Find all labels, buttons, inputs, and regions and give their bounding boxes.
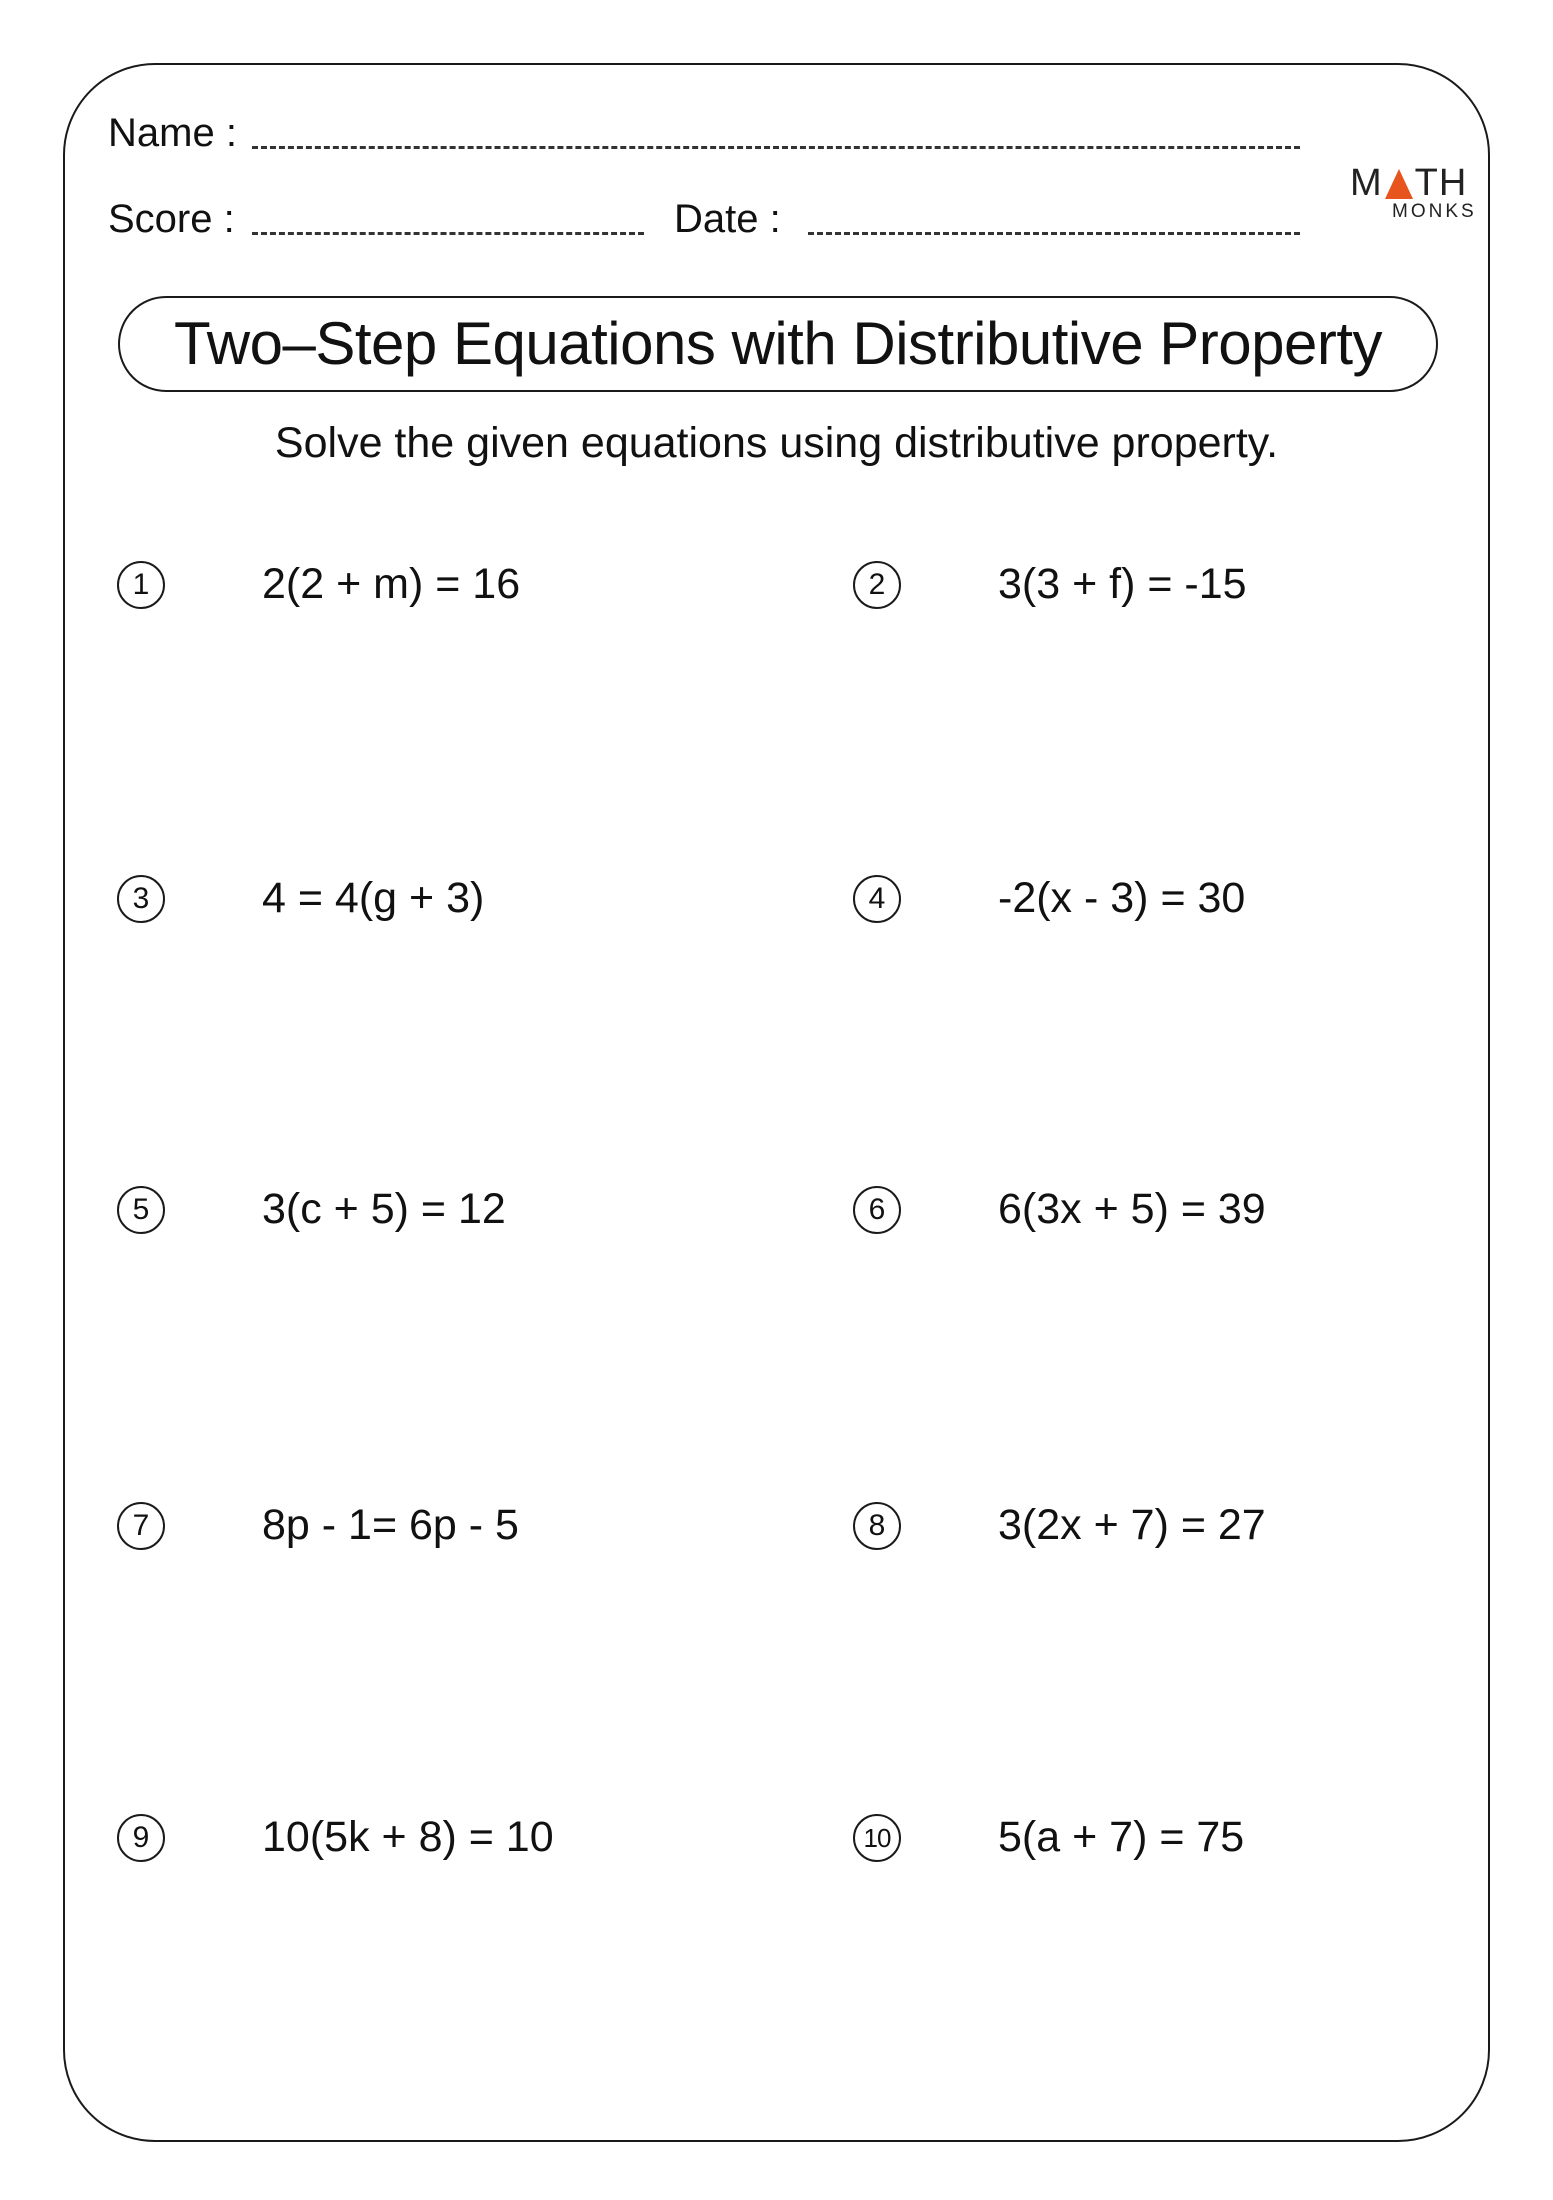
logo-subtitle: MONKS [1392,201,1477,222]
problem-equation: 10(5k + 8) = 10 [262,1813,554,1861]
logo-word-right: TH [1414,162,1468,204]
problem-equation: 3(3 + f) = -15 [998,560,1247,608]
date-label: Date : [674,197,781,241]
page-title: Two–Step Equations with Distributive Property [173,310,1383,377]
title-box [118,296,1438,392]
problem-equation: 5(a + 7) = 75 [998,1813,1245,1861]
triangle-icon [1385,169,1413,199]
problem-equation: 3(2x + 7) = 27 [998,1501,1266,1549]
problem-number: 10 [853,1814,901,1862]
problem-equation: -2(x - 3) = 30 [998,874,1246,922]
math-monks-logo [1350,163,1480,225]
problem-equation: 6(3x + 5) = 39 [998,1185,1266,1233]
score-label: Score : [108,197,235,241]
problem-number: 2 [853,561,901,609]
problem-number: 9 [117,1814,165,1862]
score-field[interactable] [252,232,644,235]
date-field[interactable] [808,232,1300,235]
problem-number: 3 [117,875,165,923]
problem-equation: 4 = 4(g + 3) [262,874,485,922]
logo-word-left: M [1350,162,1383,204]
problem-equation: 8p - 1= 6p - 5 [262,1501,519,1549]
problem-number: 6 [853,1186,901,1234]
problem-number: 7 [117,1502,165,1550]
problem-number: 8 [853,1502,901,1550]
problem-number: 5 [117,1186,165,1234]
logo-word [1350,163,1467,203]
problem-equation: 3(c + 5) = 12 [262,1185,506,1233]
problem-equation: 2(2 + m) = 16 [262,560,521,608]
name-field[interactable] [252,146,1300,149]
problem-number: 4 [853,875,901,923]
name-label: Name : [108,111,237,155]
problem-number: 1 [117,561,165,609]
instructions: Solve the given equations using distributive property. [274,419,1279,467]
